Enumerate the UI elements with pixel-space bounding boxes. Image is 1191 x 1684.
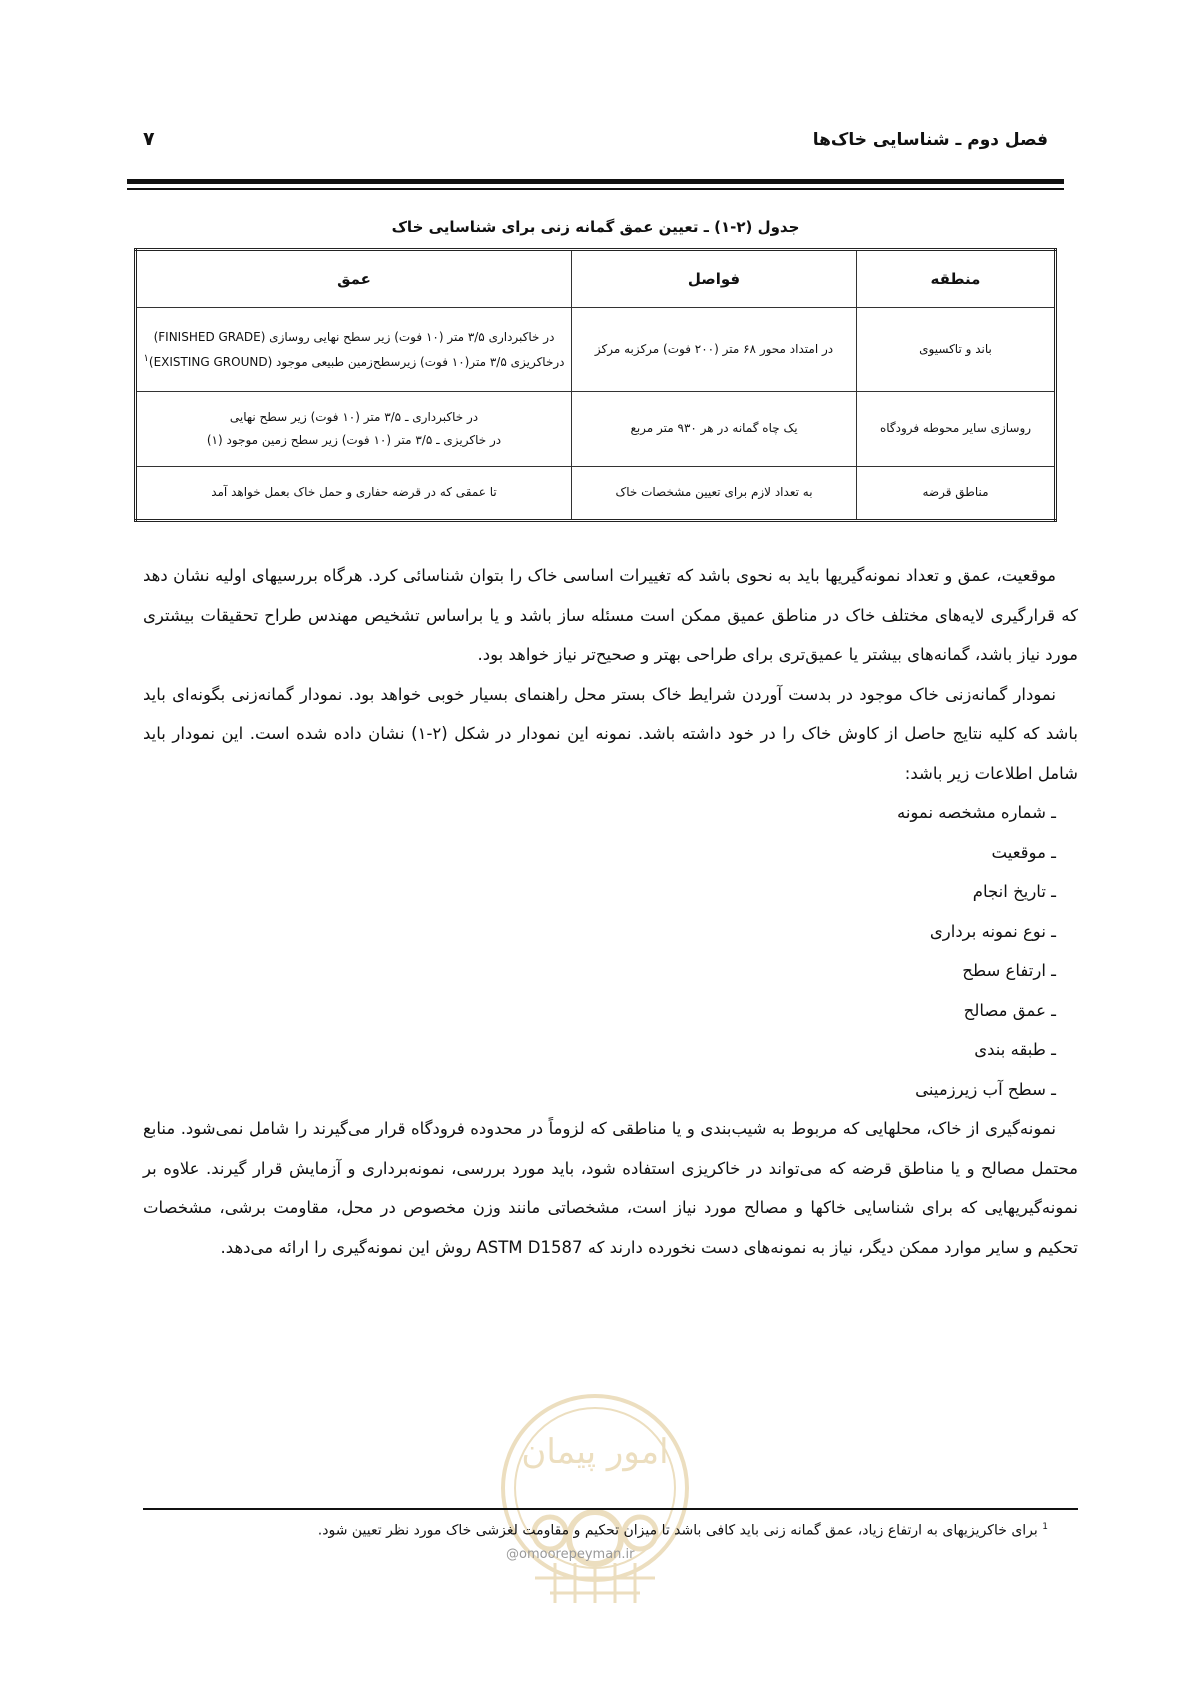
table-row xyxy=(136,391,1056,466)
header-rule-thick xyxy=(127,179,1064,184)
chapter-title: فصل دوم ـ شناسایی خاک‌ها xyxy=(812,130,1048,150)
list-item: ـ نوع نمونه برداری xyxy=(929,921,1056,941)
cell-zone: روسازی سایر محوطه فرودگاه xyxy=(857,391,1056,466)
table-row xyxy=(136,466,1056,520)
header-depth: عمق xyxy=(136,250,572,308)
depth-line-text: درخاکریزی ۳/۵ متر(۱۰ فوت) زیرسطح‌زمین طبیعی موجود (EXISTING GROUND) xyxy=(148,354,565,369)
paragraph-1: موقعیت، عمق و تعداد نمونه‌گیریها باید به نحوی باشد که تغییرات اساسی خاک را بتوان شناسائی کرد. هرگاه بررسیهای اولیه نشان دهد که قرارگیری لایه‌های مختلف خاک در مناطق عمیق ممکن است مسئله ساز باشد و یا براساس تشخیص مهندس طراح تحقیقات بیشتری مورد نیاز باشد، گمانه‌های بیشتر یا عمیق‌تری برای طراحی بهتر و صحیح‌تر نیاز خواهد بود. xyxy=(143,566,1078,664)
cell-depth xyxy=(136,308,572,391)
list-item: ـ طبقه بندی xyxy=(974,1040,1056,1059)
header-spacing: فواصل xyxy=(572,250,857,308)
footnote-text: برای خاکریزیهای به ارتفاع زیاد، عمق گمانه زنی باید کافی باشد تا میزان تحکیم و مقاومت لغزشی خاک مورد نظر تعیین شود. xyxy=(317,1522,1038,1539)
drilling-depth-table xyxy=(134,248,1057,522)
footnote-mark: 1 xyxy=(1042,1522,1048,1532)
depth-line: در خاکبرداری ـ ۳/۵ متر (۱۰ فوت) زیر سطح نهایی xyxy=(229,409,479,424)
footnote-ref: ۱ xyxy=(143,352,149,364)
cell-spacing: یک چاه گمانه در هر ۹۳۰ متر مربع xyxy=(572,391,857,466)
list-item: ـ شماره مشخصه نمونه xyxy=(896,803,1056,822)
cell-zone: باند و تاکسیوی xyxy=(857,308,1056,391)
list-item: ـ سطح آب زیرزمینی xyxy=(915,1079,1056,1099)
list-item: ـ تاریخ انجام xyxy=(972,882,1056,901)
paragraph-2: نمودار گمانه‌زنی خاک موجود در بدست آوردن شرایط خاک بستر محل راهنمای بسیار خوبی خواهد بود. نمودار گمانه‌زنی بگونه‌ای باید باشد که کلیه نتایج حاصل از کاوش خاک را در خود داشته باشد. نمونه این نمودار در شکل (۲-۱) نشان داده شده است. این نمودار باید شامل اطلاعات زیر باشد: xyxy=(143,684,1079,783)
info-list xyxy=(143,793,1078,1109)
watermark-logo-text: امور پیمان xyxy=(521,1432,669,1472)
cell-depth xyxy=(136,391,572,466)
cell-spacing: در امتداد محور ۶۸ متر (۲۰۰ فوت) مرکزبه مرکز xyxy=(572,308,857,391)
paragraph-3: نمونه‌گیری از خاک، محلهایی که مربوط به شیب‌بندی و یا مناطقی که لزوماً در محدوده فرودگاه قرار می‌گیرند را شامل نمی‌شود. منابع محتمل مصالح و یا مناطق قرضه که می‌تواند در خاکریزی استفاده شود، باید مورد بررسی، نمونه‌برداری و آزمایش قرار گیرند. علاوه بر نمونه‌گیریهایی که برای شناسایی خاکها و مصالح مورد نیاز است، مشخصاتی مانند وزن مخصوص در محل، مقاومت برشی، مشخصات تحکیم و سایر موارد ممکن دیگر، نیاز به نمونه‌های دست نخورده دارند که ASTM D1587 روش این نمونه‌گیری را ارائه می‌دهد. xyxy=(143,1119,1078,1257)
table-caption: جدول (۲-۱) ـ تعیین عمق گمانه زنی برای شناسایی خاک xyxy=(391,218,800,236)
body-text xyxy=(143,556,1078,1267)
table-row xyxy=(136,308,1056,391)
depth-line: در خاکبرداری ۳/۵ متر (۱۰ فوت) زیر سطح نهایی روسازی (FINISHED GRADE) xyxy=(153,329,555,344)
list-item: ـ ارتفاع سطح xyxy=(962,961,1056,980)
cell-zone: مناطق قرضه xyxy=(857,466,1056,520)
watermark-url: @omoorepeyman.ir xyxy=(506,1547,635,1562)
cell-depth: تا عمقی که در قرضه حفاری و حمل خاک بعمل خواهد آمد xyxy=(136,466,572,520)
footnote xyxy=(318,1522,1048,1539)
header-zone: منطقه xyxy=(857,250,1056,308)
depth-line-2: در خاکریزی ـ ۳/۵ متر (۱۰ فوت) زیر سطح زمین موجود (۱) xyxy=(206,432,502,447)
list-item: ـ عمق مصالح xyxy=(963,1000,1056,1020)
depth-line-2 xyxy=(143,349,565,374)
header-rule-thin xyxy=(127,188,1064,190)
footnote-rule xyxy=(143,1508,1078,1510)
cell-spacing: به تعداد لازم برای تعیین مشخصات خاک xyxy=(572,466,857,520)
page-number: ۷ xyxy=(143,128,155,150)
list-item: ـ موقعیت xyxy=(991,842,1056,862)
table-header-row xyxy=(136,250,1056,308)
